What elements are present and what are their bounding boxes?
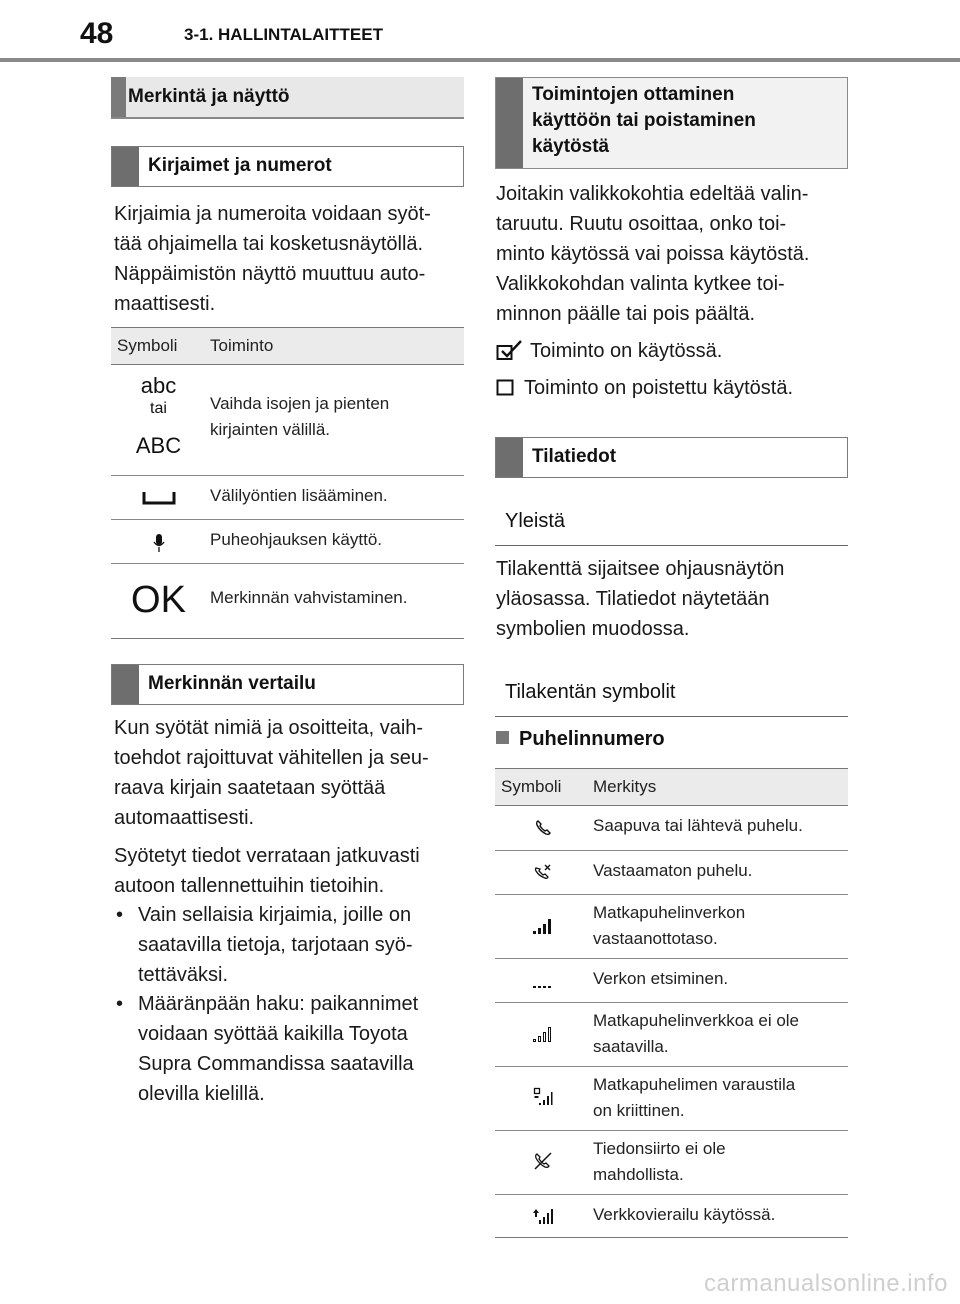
microphone-icon [111, 532, 206, 559]
text-line: toehdot rajoittuvat vähitellen ja seu- [114, 747, 429, 769]
chapter-title: 3-1. HALLINTALAITTEET [184, 25, 383, 44]
section-heading-letters [111, 146, 464, 187]
signal-strength-icon [495, 917, 590, 940]
table-header [111, 328, 464, 365]
text-line: Saapuva tai lähtevä puhelu. [593, 816, 803, 835]
enabled-state [496, 339, 722, 367]
table-row [111, 365, 464, 476]
section-heading-text: Kirjaimet ja numerot [148, 155, 332, 176]
table-header [495, 769, 848, 806]
comparison-paragraph-1 [114, 713, 464, 833]
text-line: Tiedonsiirto ei ole [593, 1139, 726, 1158]
comparison-paragraph-2 [114, 841, 464, 901]
text-line: Kirjaimia ja numeroita voidaan syöt- [114, 203, 431, 225]
text-line: Supra Commandissa saatavilla [138, 1053, 414, 1075]
row-description [593, 813, 803, 839]
uppercase-symbol: ABC [135, 433, 182, 458]
heading-bar [111, 77, 126, 117]
page-number: 48 [80, 17, 114, 50]
text-line: voidaan syöttää kaikilla Toyota [138, 1023, 408, 1045]
disabled-state [496, 377, 793, 402]
enabled-text: Toiminto on käytössä. [530, 340, 723, 362]
checked-checkbox-icon [496, 339, 522, 367]
text-line: Merkinnän vahvistaminen. [210, 588, 408, 607]
status-symbols-table [495, 768, 848, 1238]
table-row [495, 1003, 848, 1067]
text-line: minnon päälle tai pois päältä. [496, 303, 756, 325]
text-line: autoon tallennettuihin tietoihin. [114, 875, 385, 897]
text-line: Vain sellaisia kirjaimia, joille on [138, 904, 412, 926]
table-row [495, 851, 848, 895]
section-heading-text: Tilatiedot [532, 446, 617, 467]
text-line: Syötetyt tiedot verrataan jatkuvasti [114, 845, 420, 867]
square-bullet-icon [496, 731, 509, 744]
sub-heading-text: Tilakentän symbolit [505, 681, 676, 703]
text-line: symbolien muodossa. [496, 618, 690, 640]
no-network-icon [495, 1025, 590, 1048]
roaming-icon [495, 1207, 590, 1230]
text-line: kirjainten välillä. [210, 420, 330, 439]
row-description [593, 1008, 799, 1060]
disabled-text: Toiminto on poistettu käytöstä. [524, 377, 794, 399]
status-paragraph [496, 554, 848, 644]
text-line: vastaanottotaso. [593, 929, 718, 948]
row-description [210, 391, 389, 443]
text-line: Toimintojen ottaminen [532, 84, 735, 105]
text-line: on kriittinen. [593, 1101, 685, 1120]
section-heading-status [495, 437, 848, 478]
battery-critical-icon [495, 1087, 590, 1112]
table-row [495, 806, 848, 851]
table-row [495, 1067, 848, 1131]
row-description [593, 900, 745, 952]
table-row [495, 1195, 848, 1238]
text-line: mahdollista. [593, 1165, 684, 1184]
bullet-item [114, 989, 464, 1109]
row-description [210, 527, 382, 553]
text-line: tää ohjaimella tai kosketusnäytöllä. [114, 233, 424, 255]
text-line: Näppäimistön näyttö muuttuu auto- [114, 263, 426, 285]
main-heading [111, 77, 464, 119]
phone-call-icon [495, 819, 590, 842]
text-line: Matkapuhelimen varaustila [593, 1075, 796, 1094]
text-line: yläosassa. Tilatiedot näytetään [496, 588, 770, 610]
text-line: automaattisesti. [114, 807, 255, 829]
toggle-paragraph [496, 179, 848, 329]
bullet-item [114, 900, 464, 990]
text-line: Verkon etsiminen. [593, 969, 729, 988]
section-heading-text: Merkinnän vertailu [148, 673, 316, 694]
text-line: Joitakin valikkokohtia edeltää valin- [496, 183, 809, 205]
phone-number-heading [496, 728, 665, 751]
row-description [210, 483, 388, 509]
header-divider [0, 58, 960, 62]
text-line: Matkapuhelinverkkoa ei ole [593, 1011, 800, 1030]
section-heading-toggle [495, 77, 848, 169]
empty-checkbox-icon [496, 379, 514, 402]
network-search-icon [495, 977, 590, 995]
section-heading-comparison [111, 664, 464, 705]
text-line: maattisesti. [114, 293, 216, 315]
column-header-symbol: Symboli [117, 336, 178, 355]
heading-bar [112, 147, 139, 186]
bullet-dot: • [116, 993, 124, 1015]
text-line: Kun syötät nimiä ja osoitteita, vaih- [114, 717, 424, 739]
no-data-transfer-icon [495, 1151, 590, 1176]
text-line: tettäväksi. [138, 964, 229, 986]
text-line: Matkapuhelinverkon [593, 903, 746, 922]
text-line: käytöstä [532, 136, 610, 157]
case-symbol [111, 373, 206, 459]
text-line: käyttöön tai poistaminen [532, 110, 756, 131]
keyboard-symbols-table [111, 327, 464, 639]
heading-bar [496, 78, 523, 168]
text-line: Määränpään haku: paikannimet [138, 993, 419, 1015]
heading-bar [496, 438, 523, 477]
text-line: Välilyöntien lisääminen. [210, 486, 388, 505]
lowercase-symbol: abc [140, 373, 177, 398]
text-line: Puheohjauksen käyttö. [210, 530, 383, 549]
text-line: taruutu. Ruutu osoittaa, onko toi- [496, 213, 787, 235]
text-line: minto käytössä vai poissa käytöstä. [496, 243, 810, 265]
text-line: olevilla kielillä. [138, 1083, 265, 1105]
main-heading-text: Merkintä ja näyttö [128, 86, 290, 107]
text-line: Valikkokohdan valinta kytkee toi- [496, 273, 785, 295]
text-line: saatavilla tietoja, tarjotaan syö- [138, 934, 413, 956]
table-row [495, 1131, 848, 1195]
text-line: Vastaamaton puhelu. [593, 861, 753, 880]
table-row [111, 520, 464, 564]
row-description [593, 1136, 726, 1188]
table-row [495, 959, 848, 1003]
missed-call-icon [495, 863, 590, 886]
text-line: saatavilla. [593, 1037, 669, 1056]
text-line: raava kirjain saatetaan syöttää [114, 777, 386, 799]
sub-heading-general [495, 499, 848, 546]
space-bar-icon [111, 488, 206, 511]
sub-heading-symbols [495, 669, 848, 717]
sub-heading-text: Yleistä [505, 510, 566, 532]
text-line: Vaihda isojen ja pienten [210, 394, 390, 413]
or-label: tai [150, 400, 167, 417]
heading-bar [112, 665, 139, 704]
letters-paragraph [114, 199, 464, 319]
bullet-dot: • [116, 904, 124, 926]
table-row [111, 476, 464, 520]
section-heading-text [532, 82, 832, 160]
table-row [111, 564, 464, 638]
text-line: Verkkovierailu käytössä. [593, 1205, 776, 1224]
column-header-function: Toiminto [210, 336, 274, 355]
column-header-meaning: Merkitys [593, 777, 657, 796]
row-description [593, 1072, 795, 1124]
bullet-heading-text: Puhelinnumero [519, 728, 665, 750]
row-description [593, 966, 728, 992]
row-description [210, 585, 407, 611]
watermark: carmanualsonline.info [704, 1270, 948, 1297]
table-row [495, 895, 848, 959]
ok-symbol: OK [131, 579, 186, 621]
column-header-symbol: Symboli [501, 777, 562, 796]
row-description [593, 858, 752, 884]
row-description [593, 1202, 775, 1228]
text-line: Tilakenttä sijaitsee ohjausnäytön [496, 558, 785, 580]
